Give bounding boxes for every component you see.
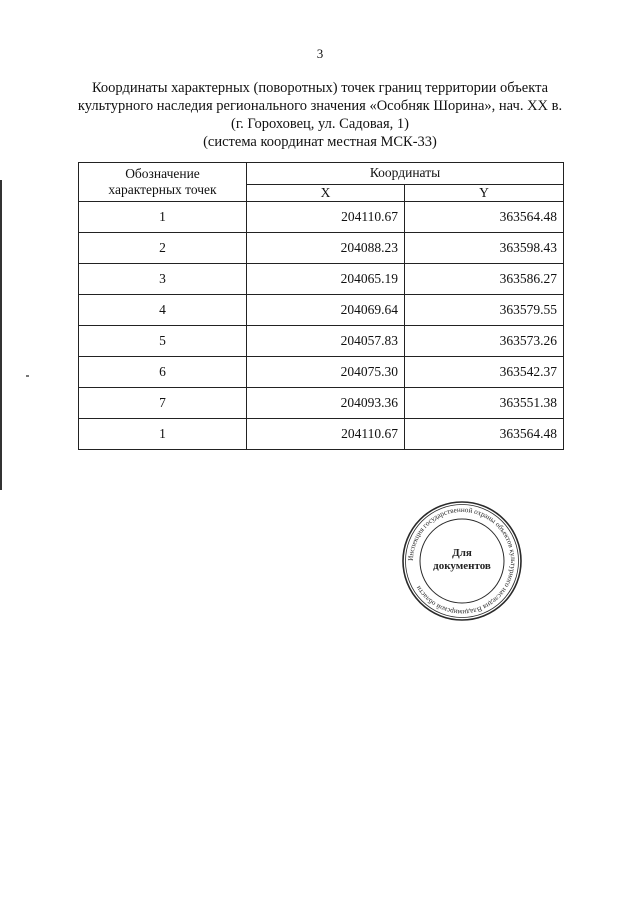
cell-x: 204110.67 — [247, 419, 405, 450]
cell-point: 4 — [79, 295, 247, 326]
cell-x: 204093.36 — [247, 388, 405, 419]
cell-x: 204065.19 — [247, 264, 405, 295]
header-y: Y — [405, 184, 564, 201]
stamp-ring-text: Инспекция государственной охраны объектов культурного наследия Владимирской области — [406, 505, 518, 617]
cell-x: 204069.64 — [247, 295, 405, 326]
cell-point: 5 — [79, 326, 247, 357]
header-point-line-2: характерных точек — [108, 182, 217, 197]
header-point-designation — [79, 163, 247, 202]
table-row — [79, 357, 564, 388]
cell-point: 1 — [79, 202, 247, 233]
stamp-center-text — [401, 547, 523, 573]
title-line-4: (система координат местная МСК-33) — [203, 134, 437, 150]
scan-speck — [26, 375, 29, 377]
cell-point: 2 — [79, 233, 247, 264]
cell-x: 204075.30 — [247, 357, 405, 388]
cell-y: 363564.48 — [405, 419, 564, 450]
table-row — [79, 419, 564, 450]
table-row — [79, 233, 564, 264]
cell-y: 363564.48 — [405, 202, 564, 233]
table-row — [79, 202, 564, 233]
table-row — [79, 326, 564, 357]
header-point-line-1: Обозначение — [125, 166, 200, 181]
cell-y: 363542.37 — [405, 357, 564, 388]
cell-y: 363586.27 — [405, 264, 564, 295]
cell-x: 204088.23 — [247, 233, 405, 264]
table-row — [79, 295, 564, 326]
cell-point: 7 — [79, 388, 247, 419]
page-number: 3 — [316, 46, 324, 61]
cell-point: 1 — [79, 419, 247, 450]
cell-y: 363598.43 — [405, 233, 564, 264]
cell-y: 363579.55 — [405, 295, 564, 326]
cell-y: 363573.26 — [405, 326, 564, 357]
stamp-center-line-2: документов — [433, 560, 491, 572]
table-row — [79, 388, 564, 419]
cell-y: 363551.38 — [405, 388, 564, 419]
cell-x: 204110.67 — [247, 202, 405, 233]
title-line-1: Координаты характерных (поворотных) точек границ территории объекта — [91, 80, 549, 96]
scan-edge-line — [0, 180, 2, 490]
coordinates-table — [78, 162, 564, 450]
title-line-2: культурного наследия регионального значения «Особняк Шорина», нач. XX в. — [77, 98, 563, 114]
cell-point: 3 — [79, 264, 247, 295]
title-line-3: (г. Гороховец, ул. Садовая, 1) — [231, 116, 409, 132]
cell-x: 204057.83 — [247, 326, 405, 357]
header-x: X — [247, 184, 405, 201]
cell-point: 6 — [79, 357, 247, 388]
document-title — [60, 79, 580, 151]
table-row — [79, 264, 564, 295]
header-coordinates: Координаты — [247, 163, 564, 185]
stamp-center-line-1: Для — [452, 547, 472, 559]
